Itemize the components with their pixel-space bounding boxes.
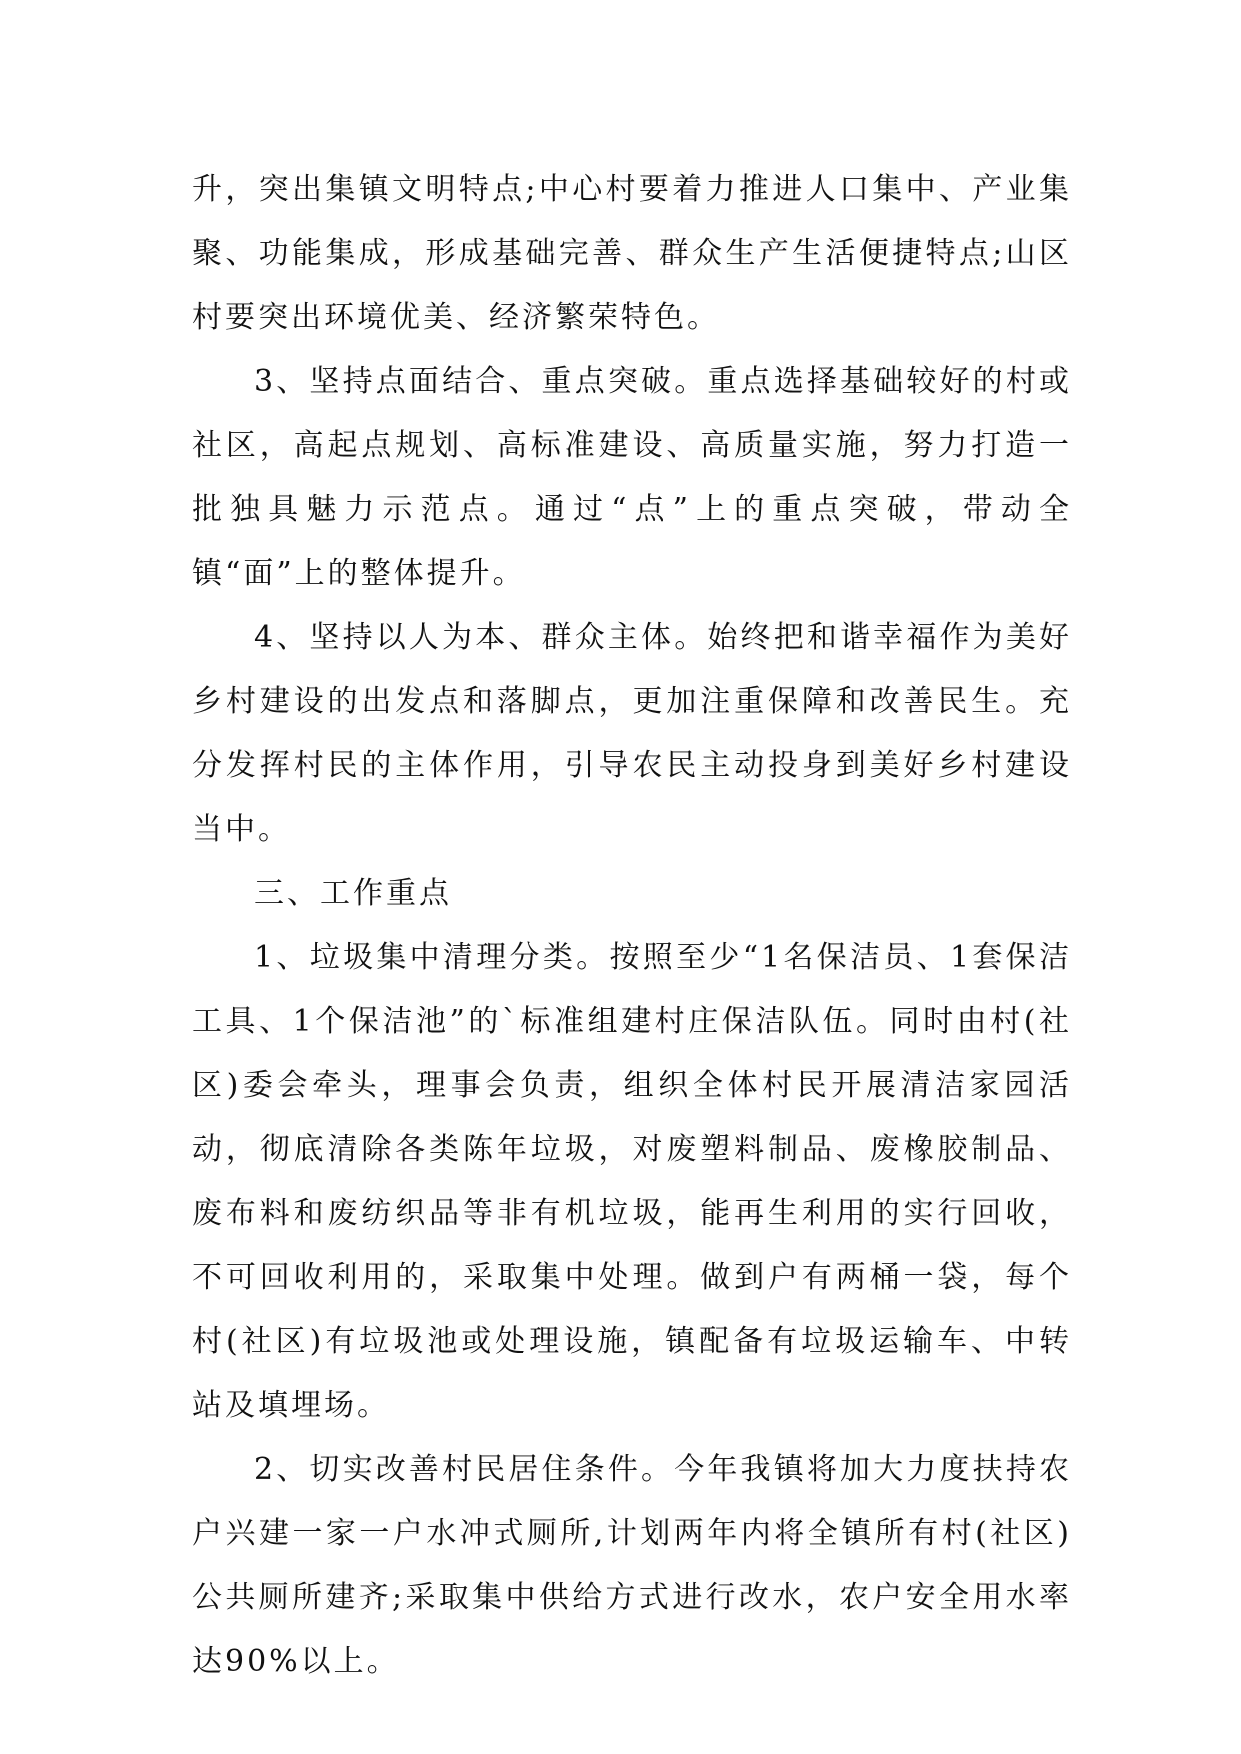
- paragraph-point-3: 3、坚持点面结合、重点突破。重点选择基础较好的村或社区，高起点规划、高标准建设、高质量实施，努力打造一批独具魅力示范点。通过“点”上的重点突破，带动全镇“面”上的整体提升。: [192, 364, 1072, 591]
- paragraph-continuation: 升，突出集镇文明特点;中心村要着力推进人口集中、产业集聚、功能集成，形成基础完善、群众生产生活便捷特点;山区村要突出环境优美、经济繁荣特色。: [192, 172, 1072, 335]
- section-heading: 三、工作重点: [254, 876, 452, 911]
- document-body: [192, 158, 1072, 1694]
- paragraph-work-2: 2、切实改善村民居住条件。今年我镇将加大力度扶持农户兴建一家一户水冲式厕所,计划两年内将全镇所有村(社区)公共厕所建齐;采取集中供给方式进行改水，农户安全用水率达90%以上。: [192, 1452, 1072, 1679]
- paragraph-point-4: 4、坚持以人为本、群众主体。始终把和谐幸福作为美好乡村建设的出发点和落脚点，更加注重保障和改善民生。充分发挥村民的主体作用，引导农民主动投身到美好乡村建设当中。: [192, 620, 1072, 847]
- paragraph-work-1: 1、垃圾集中清理分类。按照至少“1名保洁员、1套保洁工具、1个保洁池”的`标准组建村庄保洁队伍。同时由村(社区)委会牵头，理事会负责，组织全体村民开展清洁家园活动，彻底清除各类陈年垃圾，对废塑料制品、废橡胶制品、废布料和废纺织品等非有机垃圾，能再生利用的实行回收，不可回收利用的，采取集中处理。做到户有两桶一袋，每个村(社区)有垃圾池或处理设施，镇配备有垃圾运输车、中转站及填埋场。: [192, 940, 1072, 1423]
